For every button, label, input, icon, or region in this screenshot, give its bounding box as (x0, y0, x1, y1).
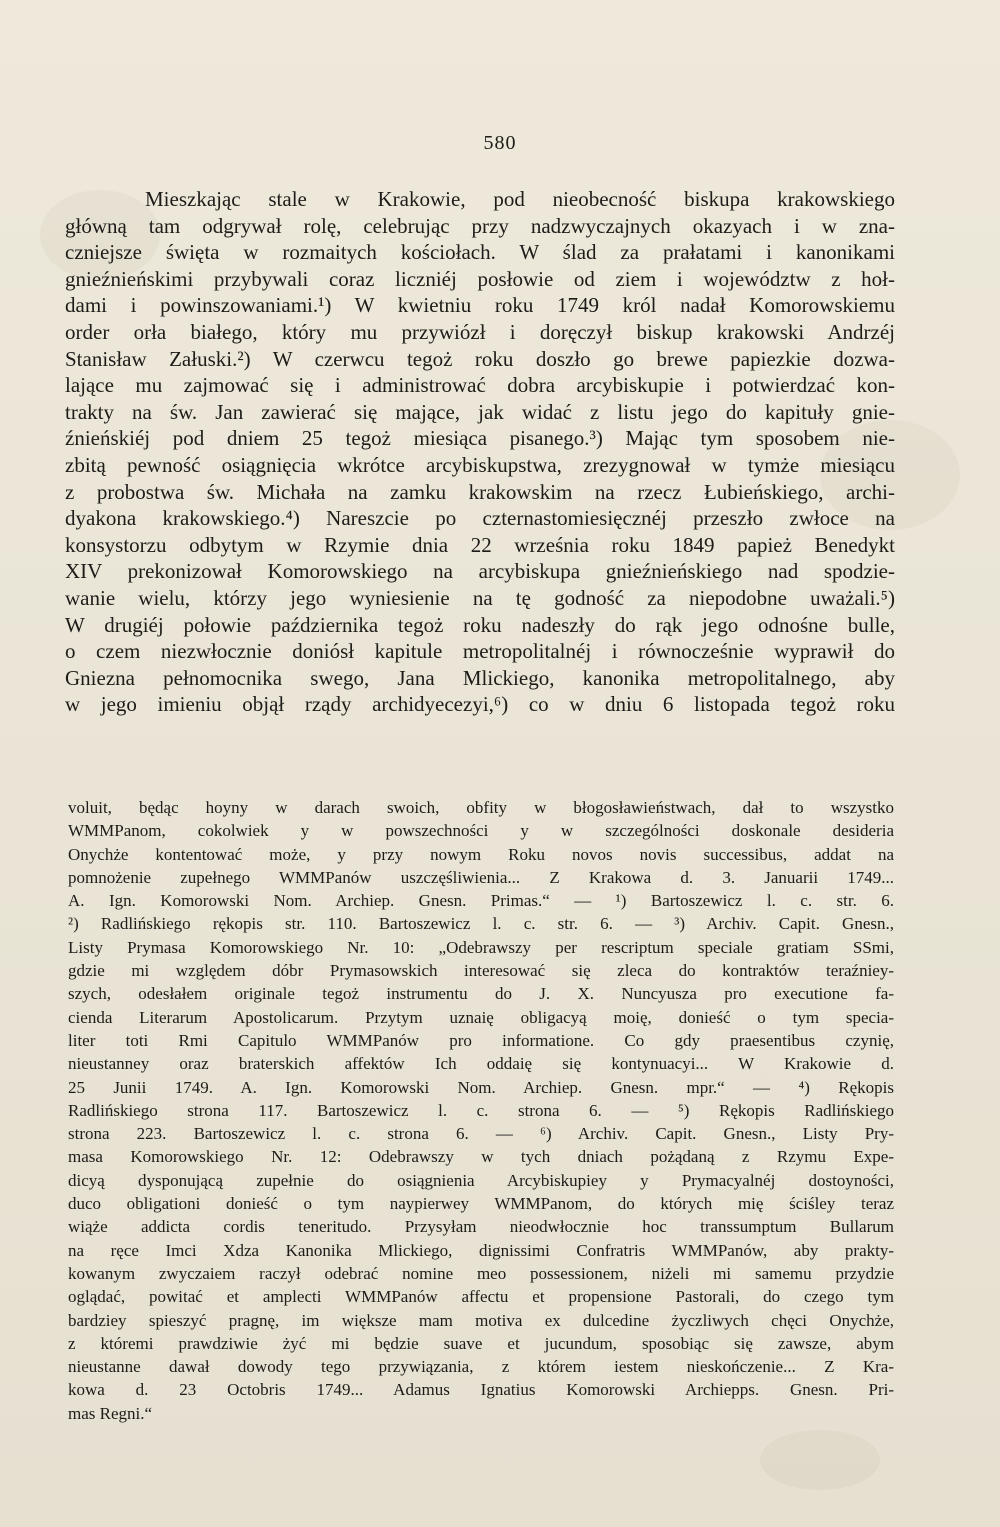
main-text-line: dami i powinszowaniami.¹) W kwietniu roku 1749 król nadał Komorowskiemu (65, 293, 895, 318)
main-text-line: o czem niezwłocznie doniósł kapitule metropolitalnéj i równocześnie wyprawił do (65, 639, 895, 664)
footnote-line: szych, odesłałem originale tegoż instrumentu do J. X. Nuncyusza pro executione fa- (68, 984, 894, 1004)
footnote-line: z któremi prawdziwie żyć mi będzie suave et jucundum, sposobiąc się zawsze, abym (68, 1333, 894, 1353)
footnote-line: kowa d. 23 Octobris 1749... Adamus Ignatius Komorowski Archiepps. Gnesn. Pri- (68, 1380, 894, 1400)
main-text-line: wanie wielu, którzy jego wyniesienie na tę godność za niepodobne uważali.⁵) (65, 585, 895, 610)
footnote-line: mas Regni.“ (68, 1403, 153, 1423)
main-text-line: gnieźnieńskimi przybywali coraz liczniéj posłowie od ziem i województw z hoł- (65, 266, 895, 291)
footnote-line: masa Komorowskiego Nr. 12: Odebrawszy w tych dniach pożądaną z Rzymu Expe- (68, 1147, 894, 1167)
footnote-line: kowanym zwyczaiem raczył odebrać nomine meo possessionem, niżeli mi samemu przydzie (68, 1263, 894, 1283)
footnote-line: nieustanne dawał dowody tego przywiązania, z którem iestem nieskończenie... Z Kra- (68, 1357, 894, 1377)
main-text-line: w jego imieniu objął rządy archidyecezyi,⁶) co w dniu 6 listopada tegoż roku (65, 692, 895, 717)
footnote-line: liter toti Rmi Capitulo WMMPanów pro informatione. Co gdy praesentibus czynię, (68, 1030, 894, 1050)
main-text-line: z probostwa św. Michała na zamku krakowskim na rzecz Łubieńskiego, archi- (65, 479, 895, 504)
footnote-line: na ręce Imci Xdza Kanonika Mlickiego, dignissimi Confratris WMMPanów, aby prakty- (68, 1240, 894, 1260)
footnote-line: wiąże addicta cordis teneritudo. Przysyłam nieodwłocznie hoc transsumptum Bullarum (68, 1217, 894, 1237)
main-text-line: W drugiéj połowie października tegoż roku nadeszły do rąk jego odnośne bulle, (65, 612, 895, 637)
footnote-line: Listy Prymasa Komorowskiego Nr. 10: „Odebrawszy per rescriptum speciale gratiam SSmi, (68, 937, 894, 957)
page-stain (760, 1430, 880, 1490)
footnote-line: 25 Junii 1749. A. Ign. Komorowski Nom. Archiep. Gnesn. mpr.“ — ⁴) Rękopis (68, 1077, 894, 1097)
footnotes (68, 796, 894, 1425)
main-text-line: źnieńskiéj pod dniem 25 tegoż miesiąca pisanego.³) Mając tym sposobem nie- (65, 426, 895, 451)
main-text-line: dyakona krakowskiego.⁴) Nareszcie po czternastomiesięcznéj przeszło zwłoce na (65, 506, 895, 531)
main-text-line: lające mu zajmować się i administrować dobra arcybiskupie i potwierdzać kon- (65, 373, 895, 398)
main-text-line: zbitą pewność osiągnięcia wkrótce arcybiskupstwa, zrezygnował w tymże miesiącu (65, 452, 895, 477)
footnote-line: cienda Literarum Apostolicarum. Przytym uznaię obligacyą moię, donieść o tym specia- (68, 1007, 894, 1027)
footnote-line: duco obligationi donieść o tym naypierwey WMMPanom, do których mię ściśley teraz (68, 1194, 894, 1214)
main-text-line: czniejsze święta w rozmaitych kościołach. W ślad za prałatami i kanonikami (65, 240, 895, 265)
footnote-line: voluit, będąc hoyny w darach swoich, obfity w błogosławieństwach, dał to wszystko (68, 798, 894, 817)
main-text-line: trakty na św. Jan zawierać się mające, jak widać z listu jego do kapituły gnie- (65, 399, 895, 424)
main-text-line: Gniezna pełnomocnika swego, Jana Mlickiego, kanonika metropolitalnego, aby (65, 665, 895, 690)
main-text-line: XIV prekonizował Komorowskiego na arcybiskupa gnieźnieńskiego nad spodzie- (65, 559, 895, 584)
footnote-line: pomnożenie zupełnego WMMPanów uszczęśliwienia... Z Krakowa d. 3. Januarii 1749... (68, 867, 894, 887)
footnote-line: WMMPanom, cokolwiek y w powszechności y w szczególności doskonale desideria (68, 821, 894, 841)
footnote-line: Onychże kontentować może, y przy nowym Roku novos novis successibus, addat na (68, 844, 894, 864)
footnote-line: A. Ign. Komorowski Nom. Archiep. Gnesn. Primas.“ — ¹) Bartoszewicz l. c. str. 6. (68, 891, 894, 911)
footnote-line: gdzie mi względem dóbr Prymasowskich interesować się zleca do kontraktów teraźniey- (68, 961, 894, 981)
footnote-line: bardziey spieszyć pragnę, im większe mam motiva ex dulcedine życzliwych chęci Onychże, (68, 1310, 894, 1330)
page-number: 580 (483, 132, 517, 154)
main-text-line: Mieszkając stale w Krakowie, pod nieobecność biskupa krakowskiego (145, 187, 895, 211)
footnote-line: nieustanney oraz braterskich affektów Ich oddaię się kontynuacyi... W Krakowie d. (68, 1054, 894, 1074)
footnote-line: Radlińskiego strona 117. Bartoszewicz l. c. strona 6. — ⁵) Rękopis Radlińskiego (68, 1100, 894, 1120)
footnote-line: dicyą dysponującą zupełnie do osiągnienia Arcybiskupiey y Prymacyalnéj dostoyności, (68, 1170, 894, 1190)
main-text (65, 186, 895, 718)
main-text-line: główną tam odgrywał rolę, celebrując przy nadzwyczajnych okazyach i w zna- (65, 213, 895, 238)
footnote-line: oglądać, powitać et amplecti WMMPanów affectu et propensione Pastorali, do czego tym (68, 1287, 894, 1307)
main-text-line: order orła białego, który mu przywiózł i doręczył biskup krakowski Andrzéj (65, 319, 895, 344)
main-text-line: Stanisław Załuski.²) W czerwcu tegoż roku doszło go brewe papiezkie dozwa- (65, 346, 895, 371)
footnote-line: strona 223. Bartoszewicz l. c. strona 6. — ⁶) Archiv. Capit. Gnesn., Listy Pry- (68, 1124, 894, 1144)
footnote-line: ²) Radlińskiego rękopis str. 110. Bartoszewicz l. c. str. 6. — ³) Archiv. Capit. Gnesn., (68, 914, 894, 934)
main-text-line: konsystorzu odbytym w Rzymie dnia 22 września roku 1849 papież Benedykt (65, 532, 895, 557)
